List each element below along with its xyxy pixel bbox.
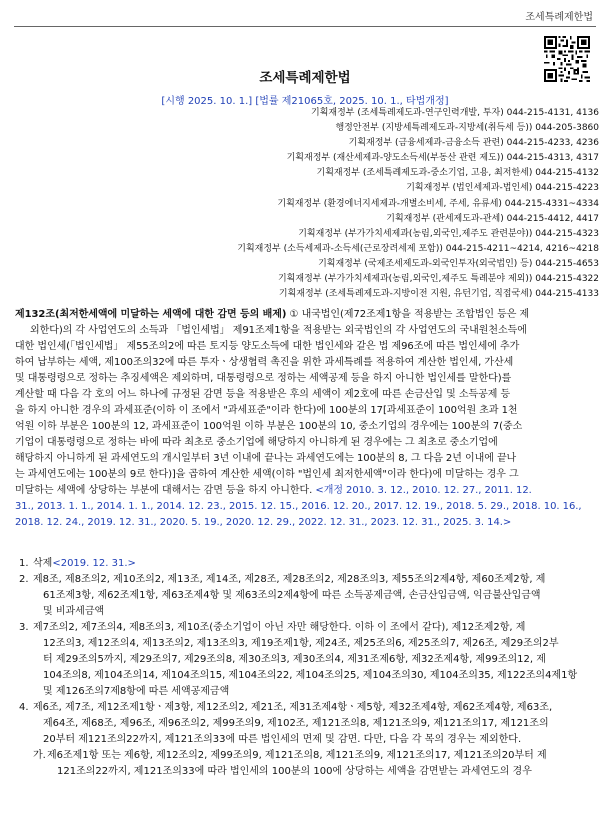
- item-text: 제64조, 제68조, 제96조, 제96조의2, 제99조의9, 제102조, 제121조의8, 제121조의9, 제121조의17, 제121조의: [43, 718, 549, 729]
- ministry-contact: 기획재정부 (소득세제과-소득세(근로장려세제 포함)) 044-215-4211~4214, 4216~4218: [237, 243, 599, 254]
- article-text: 해당하지 아니하게 된 과세연도의 개시일부터 3년 이내에 끝나는 과세연도에는 100분의 8, 그 다음 2년 이내에 끝나: [15, 453, 517, 464]
- article-text: 하여 납부하는 세액, 제100조의32에 따른 투자ㆍ상생협력 촉진을 위한 과세특례를 적용하여 계산한 법인세, 가산세: [15, 357, 514, 368]
- ministry-contact: 행정안전부 (지방세특례제도과-지방세(취득세 등)) 044-205-3860: [335, 123, 599, 134]
- ministry-contact: 기획재정부 (금융세제과-금융소득 관련) 044-215-4233, 4236: [348, 138, 599, 149]
- article-text: 계산할 때 다음 각 호의 어느 하나에 규정된 감면 등을 적용받은 후의 세액이 제2호에 따른 손금산입 및 소득공제 등: [15, 389, 511, 400]
- article-text: 대한 법인세(「법인세법」 제55조의2에 따른 토지등 양도소득에 대한 법인세와 같은 법 제96조에 따른 법인세에 추가: [15, 341, 520, 352]
- list-item: [19, 556, 599, 572]
- article-text: 및 대통령령으로 정하는 추징세액은 제외하며, 대통령령으로 정하는 세액공제 등을 하지 아니한 법인세를 말한다)를: [15, 373, 512, 384]
- article-text: 을 하지 아니한 경우의 과세표준(이하 이 조에서 "과세표준"이라 한다)에 100분의 17[과세표준이 100억원 초과 1천: [15, 405, 518, 416]
- list-item: [19, 700, 599, 748]
- item-number: 1.: [19, 558, 29, 569]
- article-text: 억원 이하 부분은 100분의 12, 과세표준이 100억원 이하 부분은 100분의 10, 중소기업의 경우에는 100분의 7(중소: [15, 421, 523, 432]
- subitem-text: 제6조제1항 또는 제6항, 제12조의2, 제99조의9, 제121조의8, 제121조의9, 제121조의17, 제121조의20부터 제: [47, 750, 547, 761]
- article-heading: 제132조(최저한세액에 미달하는 세액에 대한 감면 등의 배제): [15, 309, 287, 320]
- ministry-contact: 기획재정부 (국제조세제도과-외국인투자(외국법인) 등) 044-215-4653: [318, 258, 599, 269]
- item-text: 104조의8, 제104조의14, 제104조의15, 제104조의22, 제104조의25, 제104조의30, 제104조의35, 제122조의4제1항: [43, 670, 578, 681]
- ministry-contact: 기획재정부 (조세특례제도과-중소기업, 고용, 최저한세) 044-215-4132: [316, 168, 599, 179]
- item-text: 제7조의2, 제7조의4, 제8조의3, 제10조(중소기업이 아닌 자만 해당한다. 이하 이 조에서 같다), 제12조제2항, 제: [33, 622, 526, 633]
- document-title: 조세특례제한법: [259, 70, 351, 86]
- item-text: 삭제: [33, 558, 53, 569]
- amendment-history-link[interactable]: 31., 2013. 1. 1., 2014. 1. 1., 2014. 12. 23., 2015. 12. 15., 2016. 12. 20., 2017. 12. 19., 2018. 5. 29., 2018. 10. 16.,: [15, 501, 582, 512]
- amendment-link[interactable]: <2019. 12. 31.>: [52, 558, 136, 569]
- list-item: [19, 620, 599, 700]
- article-text: ① 내국법인(제72조제1항을 적용받는 조합법인 등은 제: [286, 309, 530, 320]
- item-text: 제8조, 제8조의2, 제10조의2, 제13조, 제14조, 제28조, 제28조의2, 제28조의3, 제55조의2제4항, 제60조제2항, 제: [33, 574, 546, 585]
- item-text: 제6조, 제7조, 제12조제1항ㆍ제3항, 제12조의2, 제21조, 제31조제4항ㆍ제5항, 제32조제4항, 제62조제4항, 제63조,: [33, 702, 553, 713]
- list-item: [19, 572, 599, 620]
- item-text: 20부터 제121조의22까지, 제121조의33에 따른 법인세의 면제 및 감면. 다만, 다음 각 목의 경우는 제외한다.: [43, 734, 522, 745]
- article-last-line: [15, 483, 597, 499]
- article-text: 기업이 대통령령으로 정하는 바에 따라 최초로 중소기업에 해당하지 아니하게 된 경우에는 그 최초로 중소기업에: [15, 437, 498, 448]
- ministry-contact: 기획재정부 (재산세제과-양도소득세(부동산 관련 제도)) 044-215-4313, 4317: [286, 153, 599, 164]
- ministry-contact: 기획재정부 (조세특례제도과-연구인력개발, 투자) 044-215-4131, 4136: [311, 108, 599, 118]
- ministry-contact: 기획재정부 (조세특례제도과-지방이전 지원, 유턴기업, 직접국세) 044-215-4133: [278, 289, 599, 300]
- ministry-contact-list: [39, 106, 599, 302]
- ministry-contact: 기획재정부 (환경에너지세제과-개별소비세, 주세, 유류세) 044-215-4331~4334: [277, 198, 599, 209]
- header-rule: [14, 26, 596, 27]
- amendment-history-link[interactable]: <개정 2010. 3. 12., 2010. 12. 27., 2011. 12.: [315, 485, 532, 496]
- item-number: 2.: [19, 574, 29, 585]
- ministry-contact: 기획재정부 (부가가치세제과(농림,외국인,제주도 특례분야 제외)) 044-215-4322: [277, 274, 599, 285]
- item-text: 및 비과세금액: [43, 606, 105, 617]
- ministry-contact: 기획재정부 (부가가치세제과(농림,외국인,제주도 관련분야)) 044-215-4323: [298, 228, 599, 239]
- item-text: 12조의3, 제12조의4, 제13조의2, 제13조의3, 제19조제1항, 제24조, 제25조의6, 제25조의7, 제26조, 제29조의2부: [43, 638, 559, 649]
- item-text: 터 제29조의5까지, 제29조의7, 제29조의8, 제30조의3, 제30조의4, 제31조제6항, 제32조제4항, 제99조의12, 제: [43, 654, 546, 665]
- sub-list-item: [19, 748, 599, 780]
- article-text: 미달하는 세액에 상당하는 부분에 대해서는 감면 등을 하지 아니한다.: [15, 485, 316, 496]
- article-items: [19, 556, 599, 780]
- item-number: 4.: [19, 702, 29, 713]
- subitem-number: 가.: [33, 750, 46, 761]
- article-body: [15, 307, 597, 531]
- article-text: 외한다)의 각 사업연도의 소득과 「법인세법」 제91조제1항을 적용받는 외국법인의 각 사업연도의 국내원천소득에: [30, 325, 527, 336]
- ministry-contact: 기획재정부 (법인세제과-법인세) 044-215-4223: [406, 183, 599, 194]
- enactment-info-link[interactable]: [시행 2025. 10. 1.] [법률 제21065호, 2025. 10. 1., 타법개정]: [161, 96, 449, 107]
- article-text: 는 과세연도에는 100분의 9로 한다)]을 곱하여 계산한 세액(이하 "법인세 최저한세액"이라 한다)에 미달하는 경우 그: [15, 469, 519, 480]
- article-first-line: [15, 307, 597, 323]
- item-text: 및 제126조의7제8항에 따른 세액공제금액: [43, 686, 230, 697]
- page-header-label: 조세특례제한법: [525, 12, 593, 23]
- item-number: 3.: [19, 622, 29, 633]
- item-text: 61조제3항, 제62조제1항, 제63조제4항 및 제63조의2제4항에 따른 소득공제금액, 손금산입금액, 익금불산입금액: [43, 590, 541, 601]
- item-line: [33, 556, 599, 572]
- ministry-contact: 기획재정부 (관세제도과-관세) 044-215-4412, 4417: [386, 213, 599, 224]
- amendment-history-link[interactable]: 2018. 12. 24., 2019. 12. 31., 2020. 5. 19., 2020. 12. 29., 2022. 12. 31., 2023. 12. 31., 2025. 3. 14.>: [15, 517, 512, 528]
- subitem-text: 121조의22까지, 제121조의33에 따라 법인세의 100분의 100에 상당하는 세액을 감면받는 과세연도의 경우: [57, 766, 532, 777]
